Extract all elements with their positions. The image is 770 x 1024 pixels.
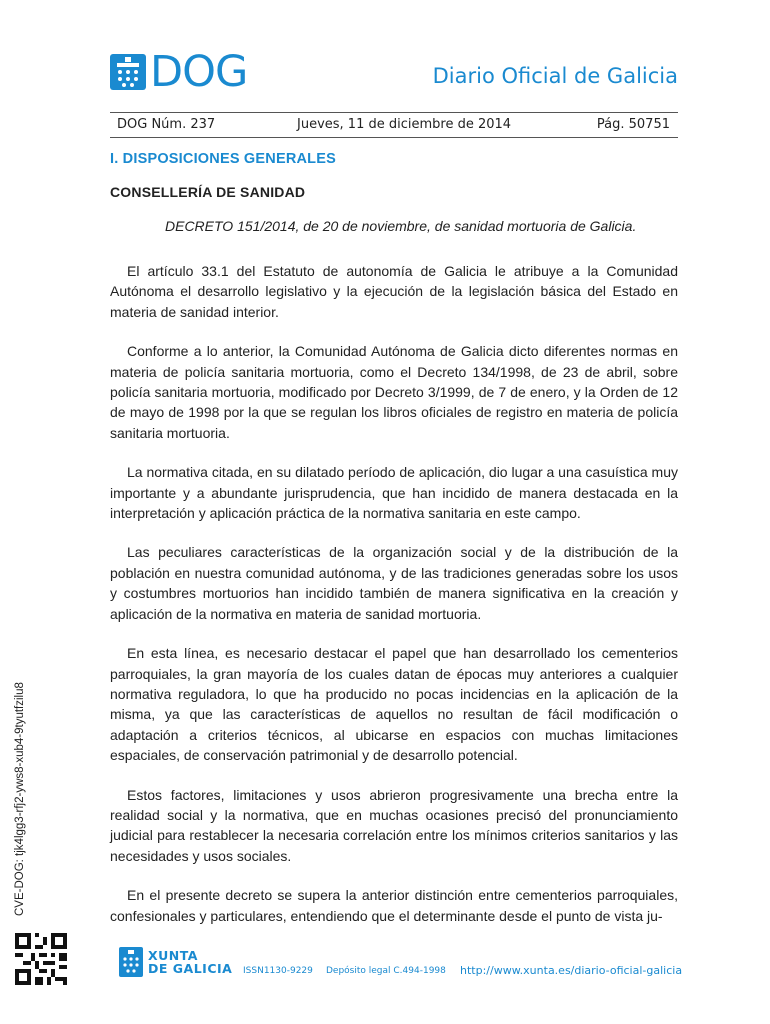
galicia-crest-icon <box>110 54 146 90</box>
department-title: CONSELLERÍA DE SANIDAD <box>110 184 306 200</box>
paragraph: Conforme a lo anterior, la Comunidad Autónoma de Galicia dicto diferentes normas en materia de policía sanitaria mortuoria, como el Decreto 134/1998, de 23 de abril, sobre policía sanitaria mortuoria, modificado por Decreto 3/1999, de 7 de enero, y la Orden de 12 de mayo de 1998 por la que se regulan los libros oficiales de registro en materia de policía sanitaria mortuoria. <box>110 343 678 441</box>
paragraph: En el presente decreto se supera la anterior distinción entre cementerios parroquiales, confesionales y particulares, entendiendo que el determinante desde el punto de vista ju- <box>110 887 678 924</box>
page-number: Pág. 50751 <box>596 117 670 132</box>
paragraph: La normativa citada, en su dilatado período de aplicación, dio lugar a una casuística muy importante y a abundante jurisprudencia, que han incidido de manera destacada en la interpretación y aplicación práctica de la normativa sanitaria en este campo. <box>110 464 679 522</box>
xunta-crest-icon <box>119 947 143 977</box>
xunta-text <box>148 949 232 975</box>
logo-text: DOG <box>150 47 248 97</box>
journal-title: Diario Oficial de Galicia <box>432 64 678 88</box>
header-rule-bottom <box>110 137 678 138</box>
qr-code-icon <box>15 933 67 985</box>
footer-url-link[interactable]: http://www.xunta.es/diario-oficial-galicia <box>460 964 683 977</box>
paragraph: En esta línea, es necesario destacar el papel que han desarrollado los cementerios parroquiales, la gran mayoría de los cuales datan de épocas muy anteriores a cualquier normativa reguladora, lo que ha producido no pocas incidencias en la aplicación de la misma, ya que las características de aquellos no resultan de fácil modificación o adaptación a criterios técnicos, al ubicarse en espacios con muchas limitaciones espaciales, de conservación patrimonial y de desarrollo potencial. <box>110 645 678 764</box>
section-title: I. DISPOSICIONES GENERALES <box>110 151 336 167</box>
xunta-line-2: DE GALICIA <box>148 961 233 976</box>
paragraph: El artículo 33.1 del Estatuto de autonomía de Galicia le atribuye a la Comunidad Autónoma el desarrollo legislativo y la ejecución de la legislación básica del Estado en materia de sanidad interior. <box>110 263 678 320</box>
header-rule-top <box>110 112 678 113</box>
decree-title: DECRETO 151/2014, de 20 de noviembre, de sanidad mortuoria de Galicia. <box>165 218 637 234</box>
issn: ISSN1130-9229 <box>243 966 313 976</box>
cve-code: CVE-DOG: tjk4lgg3-rfj2-yws8-xub4-9tyutfzilu8 <box>14 682 26 916</box>
issue-number: DOG Núm. 237 <box>117 117 216 132</box>
issue-date: Jueves, 11 de diciembre de 2014 <box>297 117 512 132</box>
xunta-logo <box>119 947 232 977</box>
document-body <box>110 261 678 945</box>
dog-logo <box>110 47 248 97</box>
paragraph: Las peculiares características de la organización social y de la distribución de la población en nuestra comunidad autónoma, y de las tradiciones generadas sobre los usos y costumbres mortuorios han incidido también de manera significativa en la creación y aplicación de la normativa en materia de sanidad mortuoria. <box>110 544 678 622</box>
xunta-line-1: XUNTA <box>148 948 198 963</box>
paragraph: Estos factores, limitaciones y usos abrieron progresivamente una brecha entre la realidad social y la normativa, que en muchas ocasiones precisó del pronunciamiento judicial para restablecer la necesaria correlación entre los mínimos criterios sanitarios y las necesidades y usos sociales. <box>110 786 678 864</box>
legal-deposit: Depósito legal C.494-1998 <box>326 966 446 976</box>
